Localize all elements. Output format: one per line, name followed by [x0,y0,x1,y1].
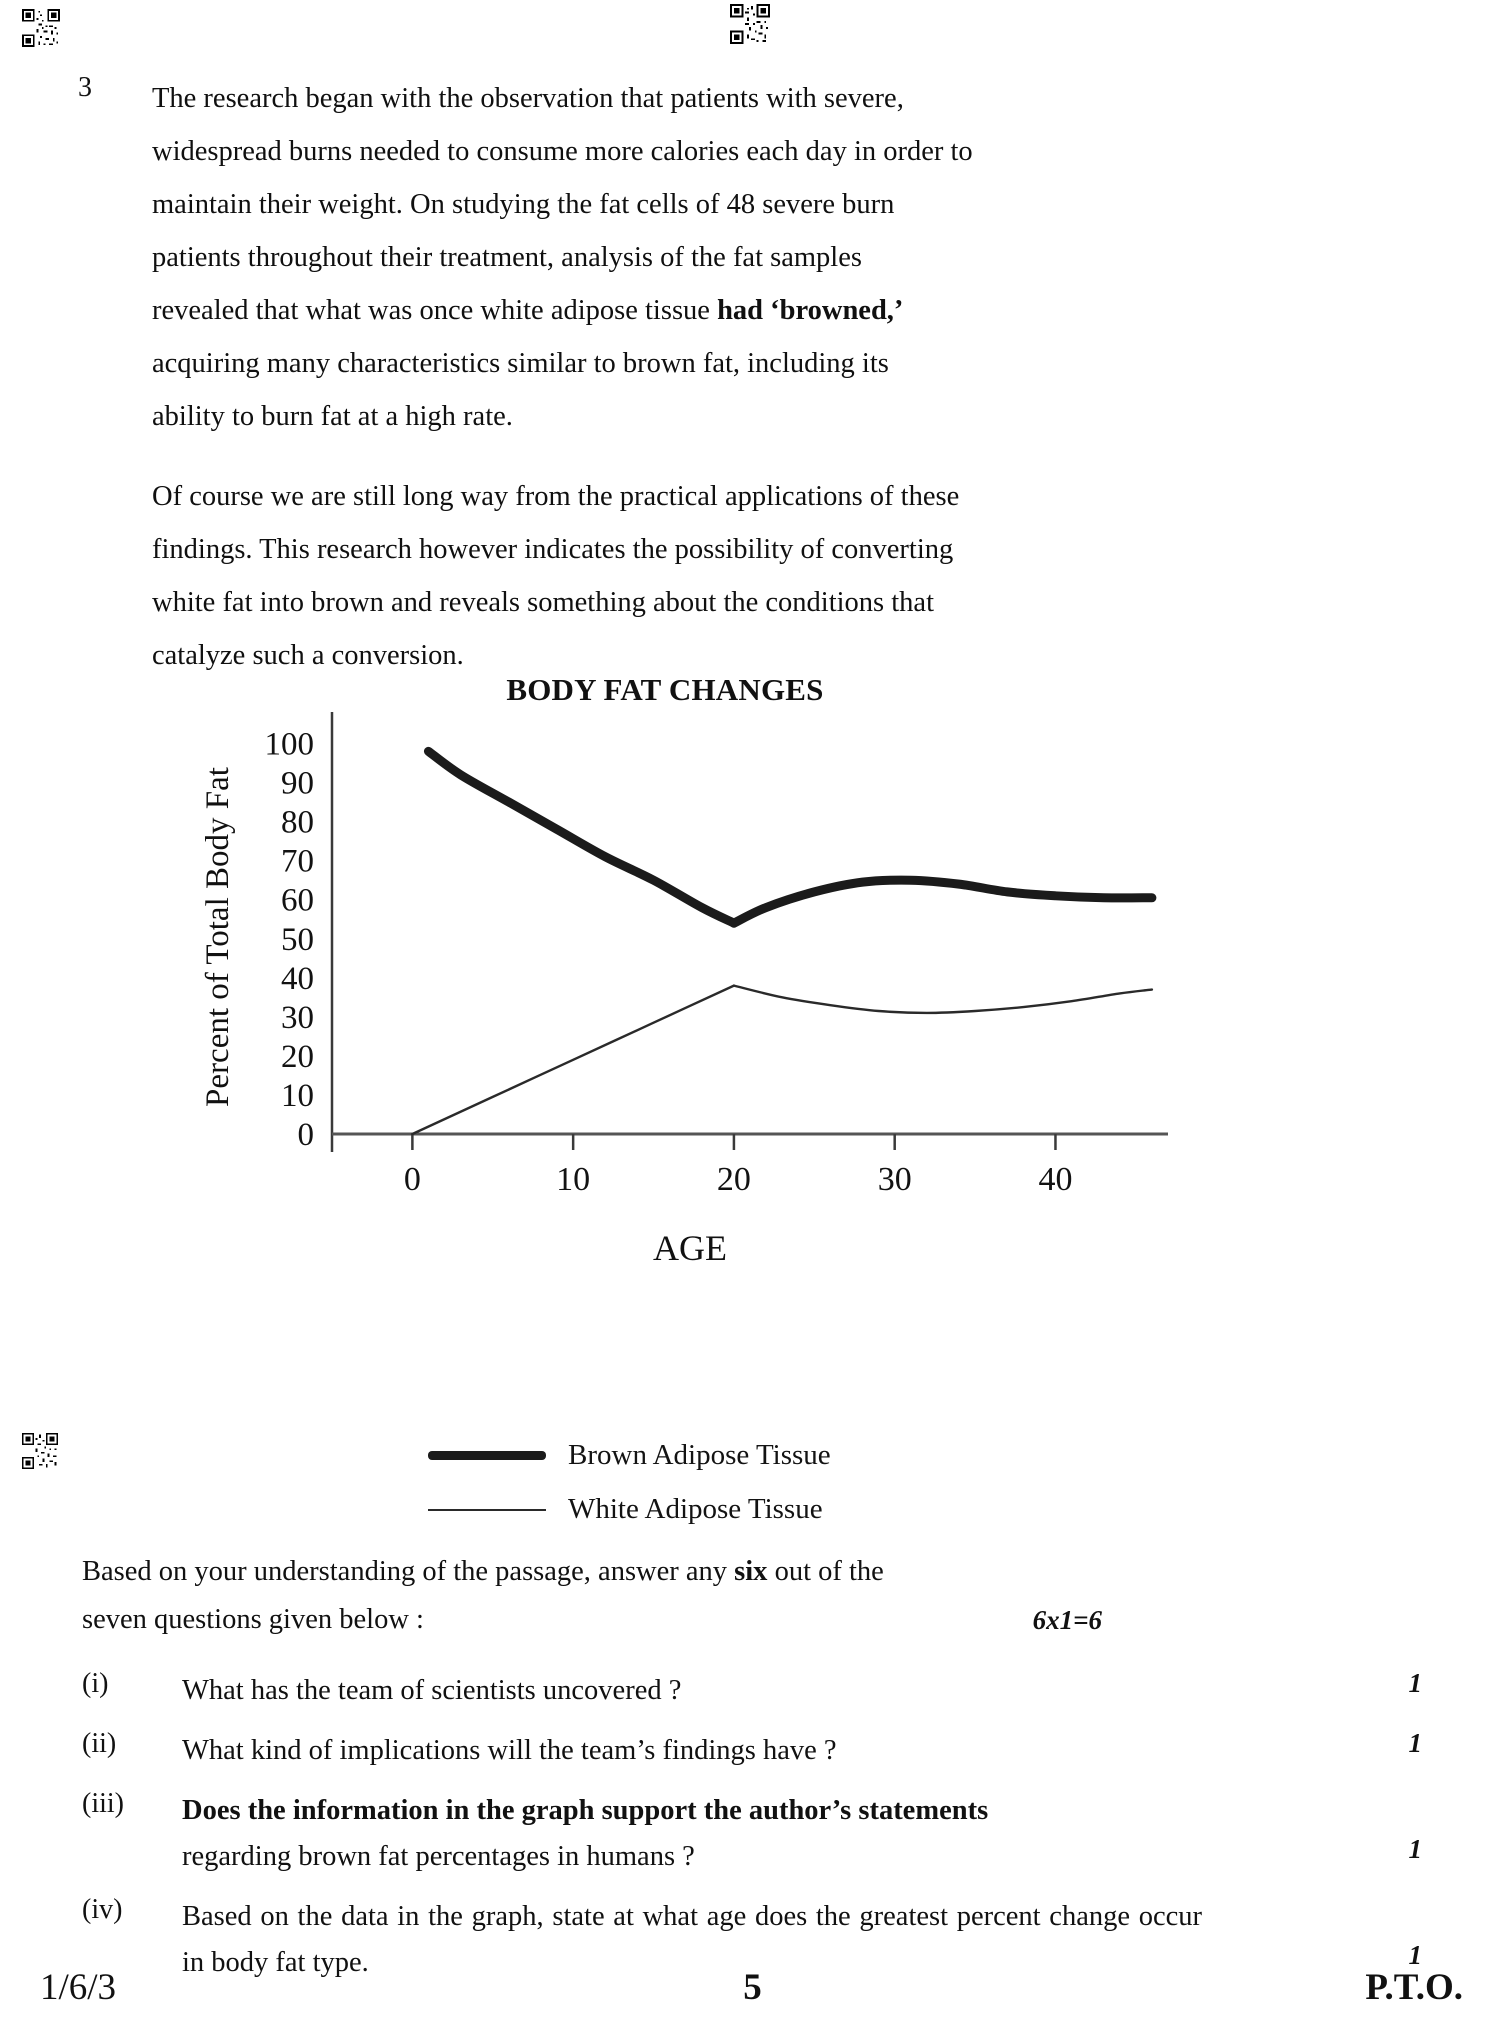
questions-intro-line-2 [82,1596,1102,1644]
chart-legend [420,1428,1120,1536]
y-tick-label: 0 [297,1117,314,1153]
y-tick-label: 90 [281,765,314,802]
questions-intro-line-1 [82,1548,1102,1596]
x-axis-title: AGE [653,1228,727,1268]
question-mark: 1 [1408,1728,1422,1758]
y-tick-label: 100 [264,726,314,763]
question-text: Based on the data in the graph, state at what age does the greatest percent change occur in body fat type. [182,1901,1202,1978]
footer-page-number: 5 [743,1967,762,2008]
question-roman: (ii) [82,1728,117,1759]
y-tick-label: 10 [281,1077,314,1114]
legend-item-brown [420,1428,1120,1482]
intro-marks: 6x1=6 [1032,1605,1102,1635]
question-mark: 1 [1408,1940,1422,1970]
y-tick-label: 40 [281,960,314,997]
legend-label-white: White Adipose Tissue [568,1492,823,1525]
questions-intro [82,1548,1102,1644]
p1-line-1: The research began with the observation that patients with severe, [152,83,904,114]
p2-line-1: Of course we are still long way from the practical applications of these [152,481,960,512]
y-tick-label: 50 [281,921,314,958]
question-item [82,1788,1482,1880]
p2-line-4: catalyze such a conversion. [152,640,464,671]
legend-label-brown: Brown Adipose Tissue [568,1438,831,1471]
chart-canvas [150,702,1180,1268]
question-bold-part: Does the information in the graph support the author’s statements [182,1795,989,1826]
intro-text-b: out of the [767,1556,884,1587]
p1-bold-browned: had ‘browned,’ [717,295,904,326]
x-tick-label: 30 [877,1161,912,1198]
series-line-brown-adipose [734,880,1152,923]
y-tick-label: 80 [281,804,314,841]
x-tick-label: 0 [403,1161,421,1198]
passage-number: 3 [78,72,92,103]
question-item [82,1728,1482,1774]
question-roman: (iii) [82,1788,124,1819]
p1-line-7: ability to burn fat at a high rate. [152,401,513,432]
question-text: What has the team of scientists uncovered ? [182,1675,682,1706]
question-item [82,1668,1482,1714]
qr-code-top-left [22,6,60,50]
x-tick-label: 20 [716,1161,751,1198]
questions-list [82,1668,1482,2000]
intro-text-c: seven questions given below : [82,1604,424,1635]
question-mark: 1 [1408,1834,1422,1864]
intro-text-a: Based on your understanding of the passage, answer any [82,1556,735,1587]
series-line-white-adipose [412,986,734,1134]
qr-code-bottom-left [22,1430,58,1472]
x-tick-label: 10 [556,1161,591,1198]
legend-swatch-thin-line-icon [420,1501,550,1517]
chart-title: BODY FAT CHANGES [506,672,824,707]
question-roman: (i) [82,1668,109,1699]
p1-line-5 [152,284,1099,337]
p1-line-6: acquiring many characteristics similar to brown fat, including its [152,348,889,379]
question-roman: (iv) [82,1894,123,1925]
page-footer [0,1966,1505,2026]
p2-line-2: findings. This research however indicates the possibility of converting [152,534,954,565]
footer-paper-code: 1/6/3 [40,1967,117,2008]
x-tick-label: 40 [1038,1161,1073,1198]
legend-swatch-thick-line-icon [420,1447,550,1463]
body-fat-chart [150,672,1350,1268]
question-plain-part: regarding brown fat percentages in humans ? [182,1841,695,1872]
y-tick-label: 20 [281,1038,314,1075]
p1-line-4: patients throughout their treatment, analysis of the fat samples [152,242,862,273]
series-line-white-adipose [734,986,1152,1013]
footer-pto: P.T.O. [1365,1967,1463,2008]
p1-line-5-text: revealed that what was once white adipose tissue [152,295,718,326]
question-text: What kind of implications will the team’s findings have ? [182,1735,837,1766]
y-axis-title: Percent of Total Body Fat [200,767,236,1107]
p1-line-3: maintain their weight. On studying the fat cells of 48 severe burn [152,189,895,220]
y-tick-label: 60 [281,882,314,919]
question-text [182,1788,1202,1880]
question-mark: 1 [1408,1668,1422,1698]
intro-bold-six: six [734,1556,768,1587]
qr-code-top-center [728,4,772,44]
y-tick-label: 70 [281,843,314,880]
series-line-brown-adipose [428,751,733,923]
p2-line-3: white fat into brown and reveals something about the conditions that [152,587,934,618]
passage-paragraph-1 [152,72,1099,443]
legend-item-white [420,1482,1120,1536]
p1-line-2: widespread burns needed to consume more calories each day in order to [152,136,973,167]
y-tick-label: 30 [281,999,314,1036]
passage-paragraph-2 [152,470,1099,682]
